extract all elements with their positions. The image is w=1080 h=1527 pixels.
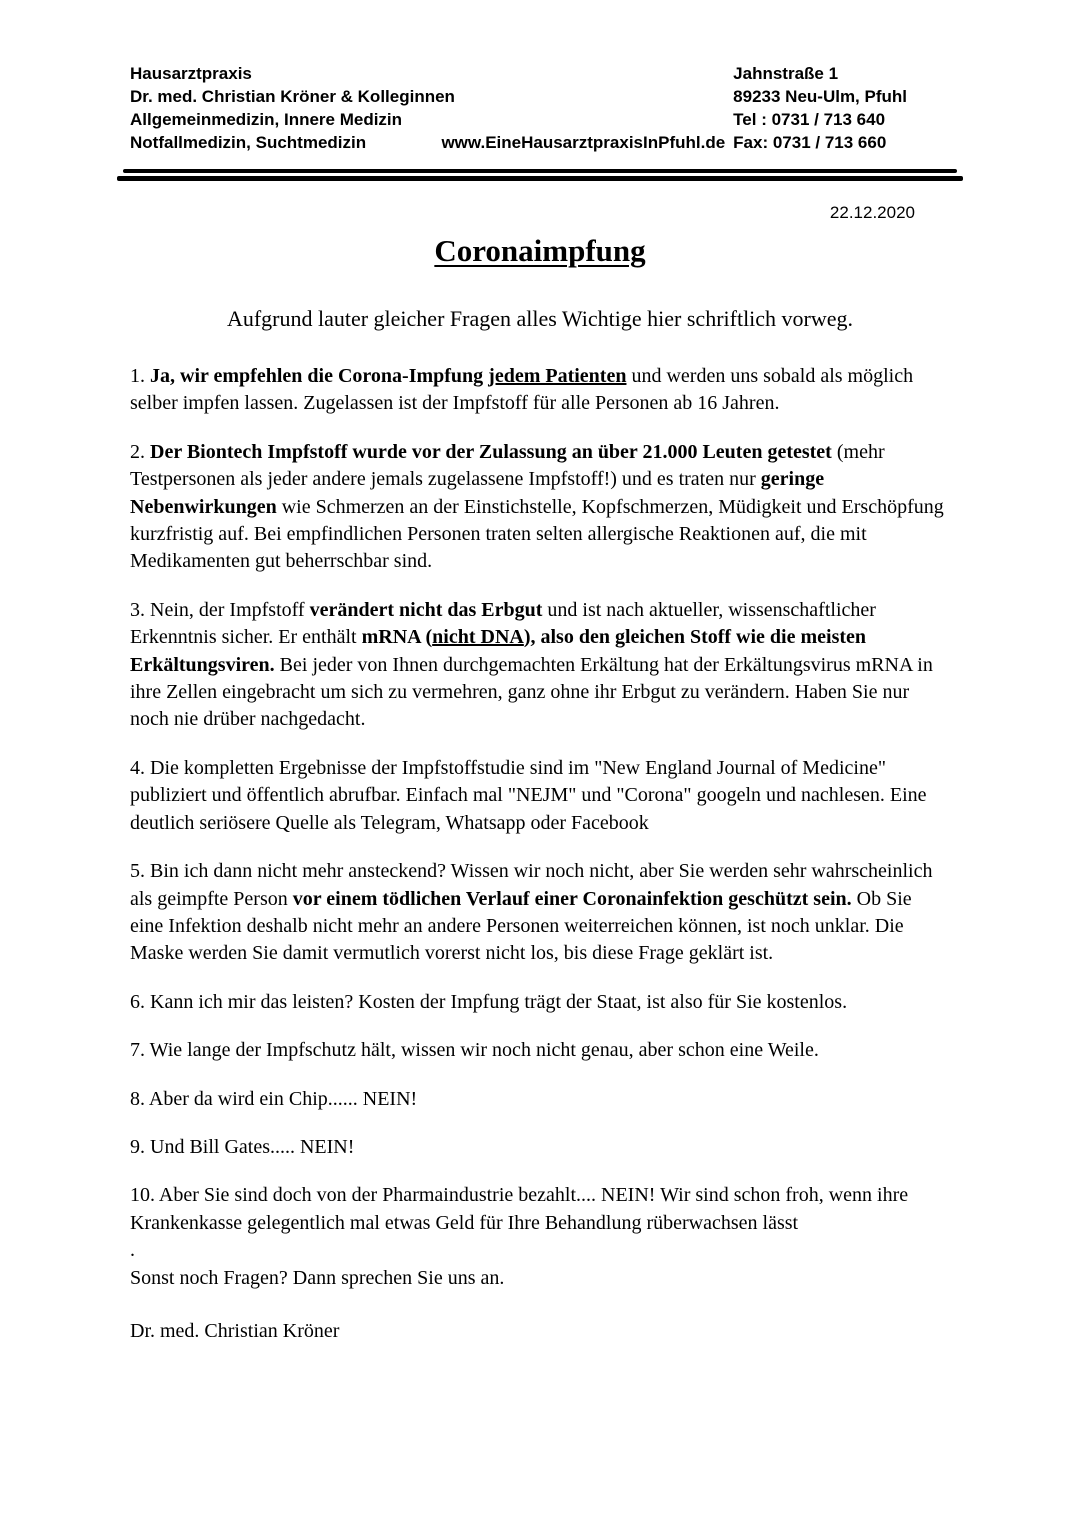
- paragraph: [130, 1037, 948, 1064]
- text-segment: .: [130, 1239, 135, 1262]
- text-segment: geringe Nebenwirkungen: [130, 468, 825, 518]
- text-segment: mRNA (: [361, 626, 433, 649]
- text-segment: wie Schmerzen an der Einstichstelle, Kopfschmerzen, Müdigkeit und Erschöpfung kurzfristig auf. Bei empfindlichen Personen traten selten allergische Reaktionen auf, die mit Medikamenten gut beherrschbar sind.: [130, 495, 944, 573]
- practice-specialties-2-row: [130, 131, 725, 154]
- text-segment: vor einem tödlichen Verlauf einer Coronainfektion geschützt sein.: [292, 887, 852, 910]
- practice-doctor: Dr. med. Christian Kröner & Kolleginnen: [130, 87, 455, 106]
- paragraph: [130, 597, 948, 734]
- practice-name: Hausarztpraxis: [130, 64, 252, 83]
- text-segment: 8. Aber da wird ein Chip...... NEIN!: [130, 1087, 418, 1110]
- text-segment: 7. Wie lange der Impfschutz hält, wissen wir noch nicht genau, aber schon eine Weile.: [130, 1039, 819, 1062]
- document-subtitle: Aufgrund lauter gleicher Fragen alles Wichtige hier schriftlich vorweg.: [226, 306, 854, 331]
- text-segment: verändert nicht das Erbgut: [309, 598, 543, 621]
- text-segment: Sonst noch Fragen? Dann sprechen Sie uns an.: [130, 1266, 505, 1289]
- contact-city: 89233 Neu-Ulm, Pfuhl: [733, 87, 907, 106]
- practice-info: [130, 62, 725, 154]
- paragraph: [130, 1134, 948, 1161]
- text-segment: Bei jeder von Ihnen durchgemachten Erkältung hat der Erkältungsvirus mRNA in ihre Zellen eingebracht um sich zu vermehren, ganz ohne ihr Erbgut zu verändern. Haben Sie nur noch nie drüber nachgedacht.: [130, 653, 933, 731]
- text-segment: 2.: [130, 440, 150, 463]
- text-segment: 9. Und Bill Gates..... NEIN!: [130, 1135, 355, 1158]
- text-segment: ), also den gleichen Stoff wie die meisten Erkältungsviren.: [130, 626, 867, 676]
- text-segment: 10. Aber Sie sind doch von der Pharmaindustrie bezahlt.... NEIN! Wir sind schon froh, wenn ihre Krankenkasse gelegentlich mal etwas Geld für Ihre Behandlung rüberwachsen lässt: [130, 1184, 909, 1234]
- text-segment: nicht DNA: [432, 626, 524, 649]
- text-segment: 1.: [130, 365, 150, 387]
- contact-fax: Fax: 0731 / 713 660: [733, 133, 887, 152]
- document-title: Coronaimpfung: [434, 233, 646, 268]
- paragraph: [130, 363, 948, 418]
- paragraph: [130, 858, 948, 968]
- practice-website: www.EineHausarztpraxisInPfuhl.de: [441, 133, 726, 152]
- text-segment: und werden uns sobald als möglich selber impfen lassen. Zugelassen ist der Impfstoff für alle Personen ab 16 Jahren.: [130, 365, 914, 415]
- practice-specialties-1: Allgemeinmedizin, Innere Medizin: [130, 110, 403, 129]
- paragraph: [130, 989, 948, 1016]
- divider-double-rule: [117, 169, 963, 181]
- text-segment: Der Biontech Impfstoff wurde vor der Zulassung an über 21.000 Leuten getestet: [150, 440, 832, 463]
- paragraph: [130, 755, 948, 837]
- text-segment: 5. Bin ich dann nicht mehr ansteckend? Wissen wir noch nicht, aber Sie werden sehr wahrscheinlich als geimpfte Person: [130, 860, 933, 910]
- text-segment: 4. Die kompletten Ergebnisse der Impfstoffstudie sind im "New England Journal of Medicine" publiziert und öffentlich abrufbar. Einfach mal "NEJM" und "Corona" googeln und nachlesen. Eine deutlich seriösere Quelle als Telegram, Whatsapp oder Facebook: [130, 756, 927, 834]
- letterhead: [0, 0, 1080, 154]
- paragraph: [130, 1086, 948, 1113]
- paragraph: [130, 439, 948, 576]
- text-segment: 3. Nein, der Impfstoff: [130, 598, 310, 621]
- contact-tel: Tel : 0731 / 713 640: [733, 110, 886, 129]
- divider-rule-top: [123, 169, 957, 173]
- document-body: [0, 363, 1080, 1292]
- contact-info: [733, 62, 907, 154]
- text-segment: (mehr Testpersonen als jeder andere jemals zugelassene Impfstoff!) und es traten nur: [130, 440, 885, 491]
- text-segment: 6. Kann ich mir das leisten? Kosten der Impfung trägt der Staat, ist also für Sie kostenlos.: [130, 990, 848, 1013]
- text-segment: Ob Sie eine Infektion deshalb nicht mehr an andere Personen weiterreichen können, ist noch unklar. Die Maske werden Sie damit vermutlich vorerst nicht los, bis diese Frage geklärt ist.: [130, 887, 912, 965]
- contact-street: Jahnstraße 1: [733, 64, 839, 83]
- document-date: 22.12.2020: [829, 203, 915, 222]
- text-segment: Ja, wir empfehlen die Corona-Impfung: [150, 365, 489, 387]
- practice-specialties-2: Notfallmedizin, Suchtmedizin: [130, 133, 367, 152]
- paragraph: [130, 1182, 948, 1292]
- signature: Dr. med. Christian Kröner: [130, 1319, 340, 1342]
- text-segment: jedem Patienten: [488, 365, 627, 387]
- divider-rule-bottom: [117, 176, 963, 181]
- text-segment: und ist nach aktueller, wissenschaftlicher Erkenntnis sicher. Er enthält: [130, 598, 876, 649]
